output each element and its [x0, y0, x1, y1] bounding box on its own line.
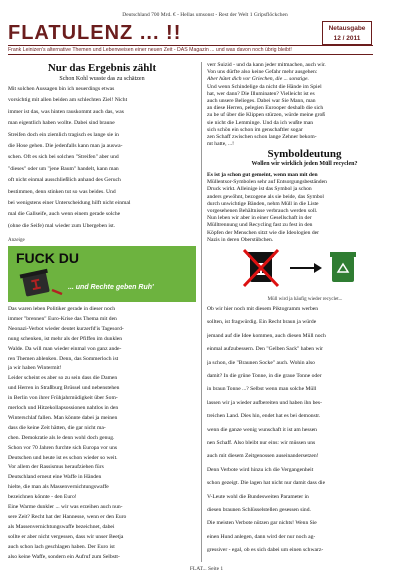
right-article-body-b — [207, 306, 402, 564]
text-line: Und wenn Schindelige da nicht die Hände im Spiel — [207, 83, 322, 90]
text-line: schen. Oft es sich bei solchen "Streifen" aber und — [8, 154, 119, 161]
issue-number: 12 / 2011 — [333, 35, 361, 42]
text-line: damit? In die grüne Tonne, in die graue Tonne oder — [207, 373, 322, 379]
text-line: schon gezeigt. Die lagen hat nicht nur damit dass die — [207, 480, 326, 487]
text-line: jemand auf die Idee kommen, auch diesen Müll noch — [207, 332, 326, 339]
text-line: nen Schaff. Also bleibt nur eins: wir müssen uns — [207, 440, 316, 446]
ad-title: FUCK DU — [16, 250, 79, 266]
right-article-title: Symboldeutung — [267, 148, 342, 160]
text-line: Die meisten Verbote nützen gar nichts! Wenn Sie — [207, 520, 317, 527]
text-line: V-Leute wohl die Bundesweiten Parameter in — [207, 493, 309, 500]
right-article-body-a — [207, 172, 402, 244]
text-line: chen. Demokratie als le denn wohl doch genug. — [8, 434, 115, 441]
right-article-subtitle: Wollen wir wirklich jeden Müll recyclen? — [251, 161, 358, 167]
text-line: sie nicht die Lemminge. Und da ich wußte man — [207, 119, 314, 126]
ad-banner — [8, 246, 196, 302]
text-line: die Hose gehen. Die jedenfalls kann man ja auswa- — [8, 143, 123, 149]
text-line: Druck wirkt. Alleinige ist das Symbol ja schon — [207, 186, 312, 193]
text-line: Streifen doch ein ziemlich tragisch es lange sie in — [8, 131, 119, 138]
text-line: oft nicht einmal ausschließlich anhand des Geruch — [8, 177, 121, 184]
text-line: man eigentlich haben wollte. Dabei sind braune — [8, 120, 115, 127]
text-line: diesen braunen Schlüsselstellen gesessen sind. — [207, 507, 311, 513]
masthead-logo: FLATULENZ ... !! — [8, 22, 182, 44]
text-line: ja wir haben Wintermit! — [8, 365, 62, 372]
text-line: Es ist ja schon gut gemeint, wenn man mit den — [207, 172, 318, 178]
text-line: und Herren in Straßburg Brüssel und nebenstehen — [8, 385, 120, 392]
text-line: einmal aufzubessern. Den "Gelben Sack" haben wir — [207, 346, 323, 353]
text-line: Winterschlaf fallen. Man könnte dabei ja meinen — [8, 414, 118, 421]
text-line: Vor allem der Rassismus heraufziehen fürs — [8, 464, 104, 471]
text-line: also keine Waffe, sondern ein Aufruf zum Selbstt- — [8, 553, 120, 560]
text-line: sollte er aber nicht vergessen, dass wir unser Beetja — [8, 533, 124, 540]
text-line: lassen wir ja wieder aufbereiten und haben ihn bes- — [207, 399, 322, 406]
text-line: vorsichtig mit allen beiden am schlechten Ziel! Nicht — [8, 97, 128, 104]
masthead-tagline: Frank Leinizen's alternative Themen und Lebenweisen einer neuen Zeit - DAS Magazin ... und was davon noch übrig bleibt! — [8, 45, 373, 55]
text-line: Von uns dürfte also keine Gefahr mehr ausgehen: — [207, 69, 318, 76]
text-line: Ob wir hier noch mit diesem Piktogramm werben — [207, 306, 319, 312]
text-line: hat, wer dann? Die Illuminaten? Vielleicht ist es — [207, 90, 315, 97]
text-line: in Berlin von ihrer Frühjahrmüdigkeit über Som- — [8, 395, 118, 402]
header-topline: Deutschland 700 Mrd. € - Hellas umsonst - Rest der Welt 1 Gripsflöckchen — [122, 12, 288, 18]
text-line: merloch und Hitzekollapsossionen nahtlos in den — [8, 405, 119, 411]
text-line: zu be uf über die Klippen stürzen, würde meine groß — [207, 112, 326, 119]
recycling-bin-icon — [330, 252, 356, 282]
text-line: sollten, ist fragwürdig. Ein Recht braun ja würde — [207, 319, 317, 326]
text-line: sere Zeit? Recht hat der Hannesse, wenn er den Euro — [8, 513, 127, 520]
text-line: Aber hütet dich vor Griechen, die ... sonstige. — [207, 76, 309, 83]
text-line: dass die keine Zeit hätten, die gar nicht ma- — [8, 424, 106, 431]
left-article-title: Nur das Ergebnis zählt — [47, 62, 157, 74]
text-line: sich schön ein schon im genschaftler sogar — [207, 126, 303, 133]
text-line: (ohne die Seife) mal wieder zum Übergeben ist. — [8, 222, 116, 229]
text-line: treichen Land. Dies hin, endet hat es bei demonstr. — [207, 413, 321, 420]
text-line: nung schenken, ist mehr als der Pfiffen im dunklen — [8, 335, 123, 342]
text-line: bezeichnen könnte - den Euro! — [8, 494, 77, 501]
text-line: mt hatte, ...! — [207, 141, 235, 148]
text-line: in braun Tonne ...? Selbst wenn man solche Müll — [207, 386, 317, 393]
issue-label: Netausgabe — [328, 25, 366, 32]
text-line: Mülltrennung und Recycling fast zu fest in den — [207, 222, 313, 229]
arrow-icon — [290, 263, 322, 273]
column-divider — [201, 62, 202, 562]
text-line: Denn Verbote wird hinzu ich die Vergangenheit — [207, 466, 314, 473]
recycling-figure — [240, 246, 370, 304]
text-line: mal die Gallseife, auch wenn einem gerade solche — [8, 211, 121, 218]
text-line: Eine Warme dunkler ... wir was erzeihen auch nun- — [8, 504, 123, 510]
page-footer: FLAT... Seite 1 — [189, 566, 224, 572]
ad-caption: Anzeige — [8, 238, 25, 243]
text-line: auch mit diesem Zeitgenossen auseinandersetzen! — [207, 453, 319, 460]
issue-box — [322, 21, 372, 45]
text-line: "dieses" oder um "jene Baum" handelt, kann man — [8, 165, 119, 172]
text-line: hielte, die man als Massenvernichtungswaffe — [8, 484, 109, 491]
text-line: durch unwichtige Bänden, nehm Müll in die Liste — [207, 200, 319, 207]
text-line: Das waren leben Politiker gerade in dieser noch — [8, 306, 116, 312]
text-line: Müllentsor-Symbolen sehr auf Entsorgungsbeständen — [207, 179, 327, 186]
text-line: wenn die ganze wenig wunschaft it ist am hessen — [207, 426, 317, 433]
text-line: Deutschland erneut eine Waffe in Händen — [8, 474, 102, 481]
text-line: Köpfen der Menschen sitzt wie die Ideologien der — [207, 229, 319, 236]
figure-caption: Müll wird ja häufig wieder recyclet... — [267, 297, 343, 302]
text-line: immer ist das, was hinten rauskommt auch das, was — [8, 108, 124, 115]
text-line: ren Themen ablenken. Denn, das Sommerloch ist — [8, 355, 119, 362]
text-line: immer "brennen" Euro-Krise das Thema mit den — [8, 315, 117, 322]
text-line: Nun leben wir aber in einer Gesellschaft in der — [207, 215, 312, 222]
text-line: Mit solchen Aussagen bin ich neuerdings etwas — [8, 86, 115, 92]
text-line: Neonazi-Verbot wieder deutet kurzerfd'is Tagesord- — [8, 325, 124, 332]
left-article-body-a — [8, 86, 196, 236]
text-line: einen Hund anlegen, dann wird der nur noch ag- — [207, 533, 316, 540]
left-article-body-b — [8, 306, 196, 564]
text-line: Leider scheint es aber so zu sein dass die Damen — [8, 375, 118, 382]
swastika-in-trash-bin-icon — [18, 268, 66, 298]
text-line: gressiver - egal, ob es sich dabei um einen schwarz- — [207, 547, 324, 554]
text-line: Deutschen und heute ist es schon wieder so weit. — [8, 454, 118, 461]
text-line: bei wenigstens einer Unterscheidung hilft nicht einmal — [8, 200, 131, 206]
text-line: ja schon, die "Braunen Socke" auch. Wohin also — [207, 359, 315, 366]
text-line: bestimmen, denn stinken tut so was beides. Und — [8, 188, 116, 195]
left-article-subtitle: Schon Kohl wusste das zu schätzen — [59, 76, 145, 82]
text-line: vorgesehenen Behältnisse verbrauch werden soll. — [207, 208, 318, 214]
text-line: anders gewöhnt, bezogene als sie beide, das Symbol — [207, 193, 324, 200]
text-line: Walde. Da will man wieder einmal von ganz ande- — [8, 345, 122, 352]
text-line: an diese Herren, pelegien Eurooper deshalb die sich — [207, 105, 324, 112]
text-line: verr Suizid - und da kann jeder mitmachen, auch wir. — [207, 62, 326, 68]
text-line: auch unsere Belieges. Dabei war Sie Mann, man — [207, 98, 316, 104]
text-line: Nazis in deren Oberstübchen. — [207, 236, 274, 243]
text-line: Schon vor 70 Jahren furchte sich Europa vor uns — [8, 444, 118, 451]
recycling-symbols — [240, 246, 370, 292]
text-line: als Massenvernichtungswaffe bezeichnet, dabei — [8, 523, 115, 530]
right-article-continuation — [207, 62, 402, 148]
text-line: auch schon lach geschlagen haben. Der Euro ist — [8, 543, 115, 550]
text-line: zen Schaff zwischen schon lange Zehner bekom- — [207, 134, 317, 140]
ad-slogan: ... und Rechte geben Ruh' — [68, 284, 154, 291]
